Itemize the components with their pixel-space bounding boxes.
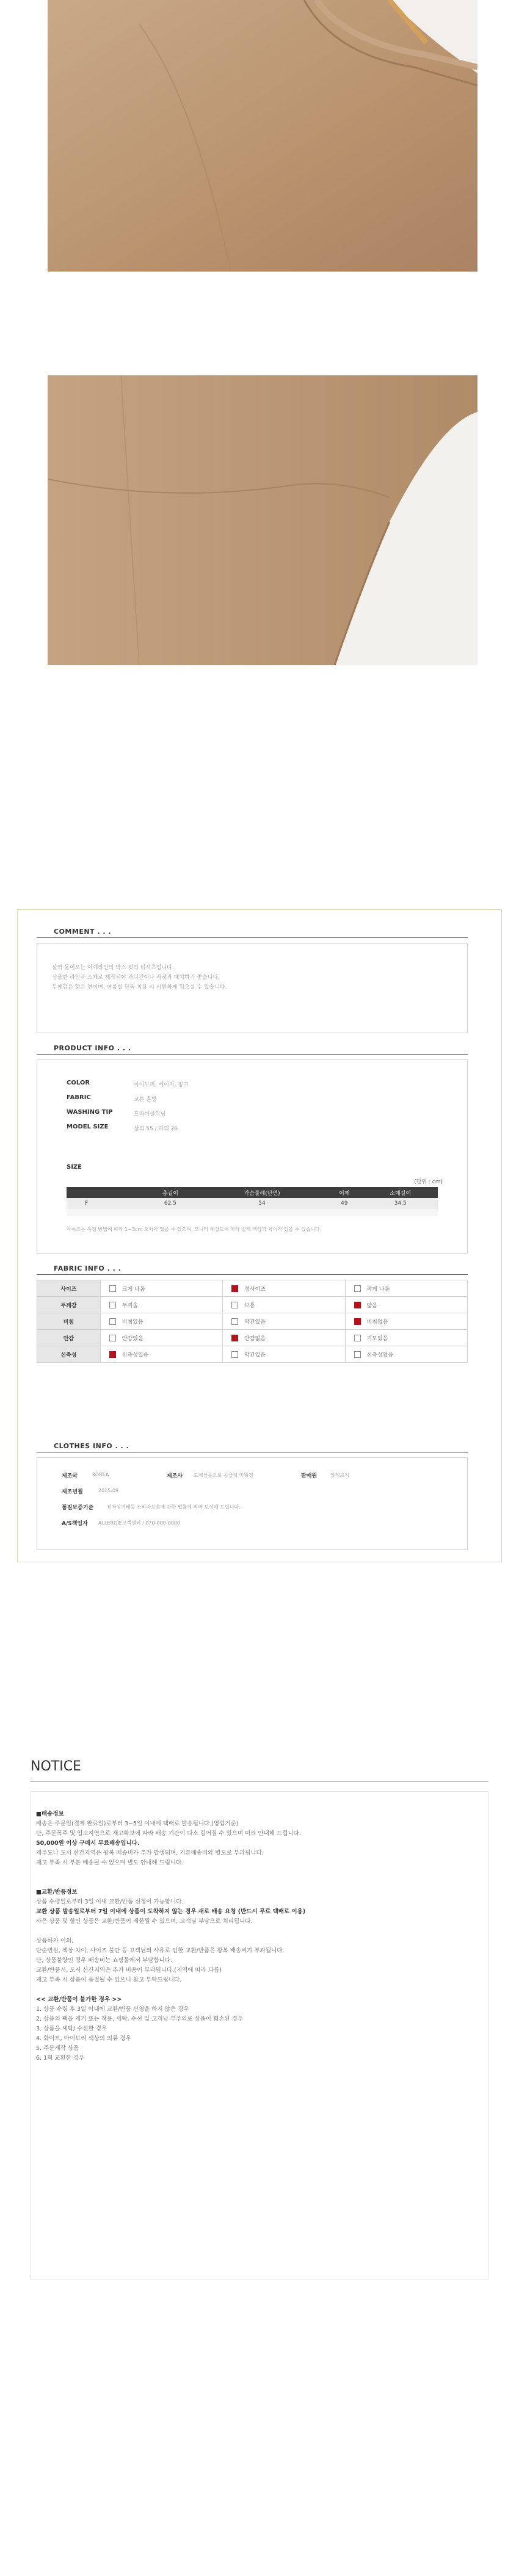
fabric-row-label: 두께감	[37, 1297, 101, 1313]
size-header-cell: 소매길이	[363, 1187, 438, 1198]
as-manager-value: ALLERGIE고객센터 / 070-000-0000	[98, 1520, 180, 1526]
fabric-option-label: 기모있음	[366, 1335, 388, 1342]
product-photo-sleeve	[48, 375, 477, 665]
notice-box	[31, 1791, 488, 2279]
size-empty-row	[67, 1209, 438, 1216]
fabric-option-label: 신축성있음	[122, 1352, 149, 1358]
washing-tip-label: WASHING TIP	[67, 1109, 113, 1116]
size-row	[67, 1198, 438, 1209]
fabric-row-label: 신축성	[37, 1346, 101, 1363]
notice-heading: << 교환/반품이 불가한 경우 >>	[36, 1996, 122, 2003]
warranty-value: 전자상거래등 소비자보호에 관한 법률에 의거 보상해 드립니다.	[107, 1504, 241, 1510]
size-header-cell	[67, 1187, 142, 1198]
checkbox-empty-icon	[109, 1318, 116, 1325]
checkbox-empty-icon	[231, 1351, 238, 1358]
fabric-option	[100, 1330, 222, 1346]
product-info-title: PRODUCT INFO . . .	[54, 1044, 131, 1052]
checkbox-empty-icon	[231, 1302, 238, 1308]
size-table	[67, 1187, 438, 1216]
model-size-value: 상의 55 / 하의 26	[134, 1126, 178, 1132]
fabric-option-label: 비침없음	[366, 1319, 388, 1326]
fabric-info-rule	[37, 1274, 468, 1275]
comment-rule	[37, 937, 468, 938]
fabric-option-label: 안감있음	[122, 1335, 143, 1342]
checkbox-checked-icon	[231, 1285, 238, 1292]
warranty-label: 품질보증기준	[62, 1505, 94, 1511]
checkbox-empty-icon	[354, 1285, 361, 1292]
fabric-option	[223, 1313, 345, 1330]
notice-heading: 50,000원 이상 구매시 무료배송입니다.	[36, 1840, 140, 1847]
product-info-rule	[37, 1054, 468, 1055]
notice-line: 3. 상품을 세탁/ 수선한 경우	[36, 2026, 107, 2032]
notice-line: 5. 주문제작 상품	[36, 2045, 79, 2052]
notice-line: 교환/반품시, 도서 산간지역은 추가 비용이 부과됩니다.(지역에 따라 다름)	[36, 1967, 222, 1974]
checkbox-empty-icon	[231, 1318, 238, 1325]
notice-line: 1. 상품 수령 후 3일 이내에 교환/반품 신청을 하지 않은 경우	[36, 2006, 189, 2013]
manufacturer-label: 제조사	[167, 1473, 183, 1479]
origin-label: 제조국	[62, 1473, 78, 1479]
comment-box	[37, 943, 468, 1033]
size-header-cell: 가슴둘레(단면)	[198, 1187, 325, 1198]
size-cell: 62.5	[142, 1198, 198, 1209]
notice-line: 제주도나 도서 산간지역은 왕복 배송비가 추가 발생되며, 기본배송비와 별도로 부과됩니다.	[36, 1850, 264, 1856]
fabric-row-label: 사이즈	[37, 1280, 101, 1297]
fabric-row	[37, 1346, 468, 1363]
notice-line: 상품하자 이외,	[36, 1938, 74, 1944]
size-header-row	[67, 1187, 438, 1198]
fabric-option-label: 보통	[244, 1302, 255, 1309]
size-cell: F	[67, 1198, 142, 1209]
comment-line: 두께감은 얇은 편이며, 여름철 단독 착용 시 시원하게 입으실 수 있습니다.	[52, 984, 227, 990]
fabric-option	[100, 1280, 222, 1297]
fabric-row	[37, 1313, 468, 1330]
fabric-row-label: 안감	[37, 1330, 101, 1346]
fabric-option-label: 얇음	[366, 1302, 377, 1309]
notice-line: 4. 화이트, 아이보리 색상의 의류 경우	[36, 2035, 131, 2042]
notice-line: 2. 상품의 택을 제거 또는 착용, 세탁, 수선 및 고객님 부주의로 상품이 훼손된 경우	[36, 2016, 243, 2022]
manufacturer-value: 도매상품으로 공급처 미확정	[194, 1473, 253, 1478]
checkbox-checked-icon	[109, 1351, 116, 1358]
notice-line: 배송은 주문일(결제 완료일)로부터 3~5일 이내에 택배로 발송됩니다.(영업기준)	[36, 1820, 239, 1827]
fabric-option	[345, 1330, 467, 1346]
size-title: SIZE	[67, 1164, 82, 1171]
checkbox-checked-icon	[354, 1302, 361, 1308]
manufacture-date-label: 제조년월	[62, 1489, 83, 1495]
product-info-box	[37, 1059, 468, 1254]
size-cell: 34.5	[363, 1198, 438, 1209]
checkbox-checked-icon	[354, 1318, 361, 1325]
fabric-option-label: 비침있음	[122, 1319, 143, 1326]
fabric-row	[37, 1280, 468, 1297]
fabric-option	[345, 1297, 467, 1313]
fabric-option	[223, 1297, 345, 1313]
fabric-option	[223, 1280, 345, 1297]
fabric-option-label: 작게 나옴	[366, 1286, 390, 1293]
notice-title: NOTICE	[31, 1759, 81, 1774]
notice-line: 상품 수령일로부터 3일 이내 교환/반품 신청이 가능합니다.	[36, 1899, 184, 1905]
color-value: 아이보리, 베이지, 핑크	[134, 1082, 189, 1088]
checkbox-empty-icon	[354, 1351, 361, 1358]
fabric-option	[345, 1313, 467, 1330]
fabric-table	[37, 1280, 468, 1363]
checkbox-empty-icon	[354, 1335, 361, 1341]
fabric-option	[223, 1346, 345, 1363]
clothes-info-title: CLOTHES INFO . . .	[54, 1442, 129, 1450]
origin-value: KOREA	[92, 1472, 109, 1477]
notice-line: 단, 주문폭주 및 입고지연으로 재고확보에 따라 배송 기간이 다소 길어질 수 있으며 미리 안내해 드립니다.	[36, 1830, 301, 1837]
fabric-info-title: FABRIC INFO . . .	[54, 1265, 122, 1272]
as-manager-label: A/S책임자	[62, 1521, 88, 1527]
comment-line: 살짝 들어오는 어깨라인의 박스 핏의 티셔츠입니다.	[52, 965, 174, 971]
checkbox-empty-icon	[109, 1285, 116, 1292]
comment-line: 심플한 라인과 소재로 제작되어 가디건이나 자켓과 매치하기 좋습니다.	[52, 975, 220, 981]
manufacture-date-value: 2015.09	[98, 1488, 119, 1493]
seller-label: 판매원	[301, 1473, 318, 1479]
fabric-option	[345, 1280, 467, 1297]
fabric-option	[100, 1297, 222, 1313]
fabric-row-label: 비침	[37, 1313, 101, 1330]
fabric-option	[100, 1346, 222, 1363]
notice-line: 재고 부족 시 부분 배송될 수 있으며 별도 안내해 드립니다.	[36, 1860, 184, 1866]
notice-heading: ■교환/반품정보	[36, 1889, 78, 1896]
comment-title: COMMENT . . .	[54, 928, 112, 936]
size-note: 사이즈는 측정 방법에 따라 1~3cm 오차가 있을 수 있으며, 모니터 해상도에 따라 실제 색상과 차이가 있을 수 있습니다.	[67, 1227, 322, 1232]
notice-line: 단순변심, 색상 차이, 사이즈 불만 등 고객님의 사유로 인한 교환/반품은 왕복 배송비가 부과됩니다.	[36, 1947, 285, 1954]
size-header-cell: 총길이	[142, 1187, 198, 1198]
fabric-row	[37, 1297, 468, 1313]
fabric-option-label: 약간있음	[244, 1319, 266, 1326]
fabric-option	[223, 1330, 345, 1346]
size-cell: 49	[325, 1198, 363, 1209]
fabric-option-label: 정사이즈	[244, 1286, 266, 1293]
clothes-info-box	[37, 1457, 468, 1550]
model-size-label: MODEL SIZE	[67, 1124, 109, 1130]
fabric-value: 코튼 혼방	[134, 1097, 157, 1103]
notice-line: 단, 상품불량인 경우 배송비는 쇼핑몰에서 부담합니다.	[36, 1957, 173, 1964]
checkbox-empty-icon	[109, 1335, 116, 1341]
fabric-option-label: 크게 나옴	[122, 1286, 145, 1293]
size-unit: (단위 : cm)	[414, 1179, 443, 1185]
notice-heading: 교환 상품 발송일로부터 7일 이내에 상품이 도착하지 않는 경우 새로 배송 요청 (반드시 무료 택배로 이용)	[36, 1908, 306, 1915]
notice-heading: ■배송정보	[36, 1811, 64, 1817]
product-photo-collar	[48, 0, 477, 272]
checkbox-checked-icon	[231, 1335, 238, 1341]
checkbox-empty-icon	[109, 1302, 116, 1308]
size-cell: 54	[198, 1198, 325, 1209]
fabric-option	[100, 1313, 222, 1330]
fabric-label: FABRIC	[67, 1094, 91, 1101]
seller-value: 알레르지	[330, 1473, 349, 1478]
fabric-info-box	[37, 1280, 468, 1419]
fabric-option	[345, 1346, 467, 1363]
size-header-cell: 어깨	[325, 1187, 363, 1198]
fabric-option-label: 두꺼움	[122, 1302, 138, 1309]
fabric-row	[37, 1330, 468, 1346]
notice-line: 사은 상품 및 할인 상품은 교환/반품이 제한될 수 있으며, 고객님 부담으로 처리됩니다.	[36, 1918, 253, 1925]
notice-line: 6. 1회 교환한 경우	[36, 2055, 85, 2062]
color-label: COLOR	[67, 1080, 90, 1086]
fabric-option-label: 신축성없음	[366, 1352, 394, 1358]
fabric-option-label: 안감없음	[244, 1335, 266, 1342]
notice-line: 재고 부족 시 상품이 품절될 수 있으니 참고 부탁드립니다.	[36, 1977, 182, 1983]
washing-tip-value: 드라이클리닝	[134, 1111, 166, 1117]
fabric-option-label: 약간있음	[244, 1352, 266, 1358]
